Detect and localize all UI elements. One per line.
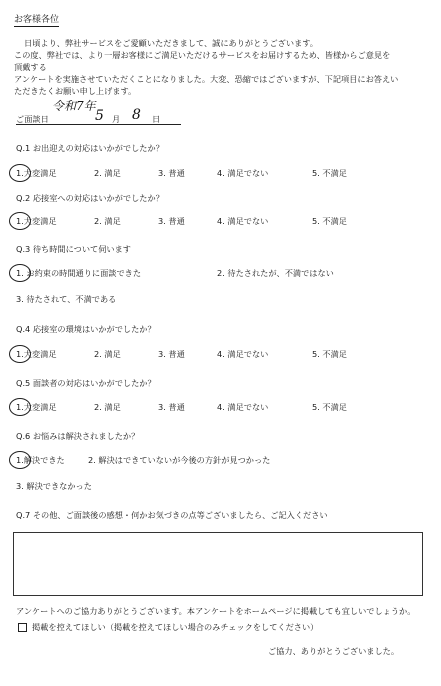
handwritten-day: 8 [132,107,141,123]
q5-option-1[interactable]: 1.大変満足 [16,402,57,412]
date-underline [16,124,181,125]
comment-textarea[interactable] [13,532,423,596]
q2-option-4[interactable]: 4. 満足でない [217,216,269,226]
q3-question: Q.3 待ち時間について伺います [16,244,131,254]
q1-option-2[interactable]: 2. 満足 [94,168,121,178]
month-unit: 月 [112,114,121,124]
closing-message: ご協力、ありがとうございました。 [268,646,400,656]
q1-option-1[interactable]: 1.大変満足 [16,168,57,178]
q4-question: Q.4 応接室の環境はいかがでしたか？ [16,324,156,334]
q3-option-3[interactable]: 3. 待たされて、不満である [16,294,117,304]
intro-line-4: アンケートを実施させていただくことになりました。大変、恐縮ではございますが、下記項目にお答えい [14,74,399,84]
q3-option-1[interactable]: 1. お約束の時間通りに面談できた [16,268,142,278]
q1-option-4[interactable]: 4. 満足でない [217,168,269,178]
no-publish-checkbox[interactable] [18,623,27,632]
q6-option-1[interactable]: 1.解決できた [16,455,65,465]
intro-line-2: この度、弊社では、より一層お客様にご満足いただけるサービスをお届けするため、皆様からご意見を [14,50,391,60]
q2-option-3[interactable]: 3. 普通 [158,216,185,226]
q2-question: Q.2 応接室への対応はいかがでしたか？ [16,193,164,203]
q6-option-2[interactable]: 2. 解決はできていないが今後の方針が見つかった [88,455,271,465]
q2-option-5[interactable]: 5. 不満足 [312,216,347,226]
q4-option-1[interactable]: 1.大変満足 [16,349,57,359]
q3-option-2[interactable]: 2. 待たされたが、不満ではない [217,268,334,278]
day-unit: 日 [152,114,161,124]
q5-option-3[interactable]: 3. 普通 [158,402,185,412]
footer-thanks: アンケートへのご協力ありがとうございます。本アンケートをホームページに掲載しても宜しいでしょうか。 [16,606,416,616]
q1-question: Q.1 お出迎えの対応はいかがでしたか？ [16,143,164,153]
q2-option-2[interactable]: 2. 満足 [94,216,121,226]
q2-option-1[interactable]: 1.大変満足 [16,216,57,226]
q4-option-3[interactable]: 3. 普通 [158,349,185,359]
handwritten-month: 5 [95,108,104,124]
q1-option-3[interactable]: 3. 普通 [158,168,185,178]
q5-option-2[interactable]: 2. 満足 [94,402,121,412]
q5-option-4[interactable]: 4. 満足でない [217,402,269,412]
date-label: ご面談日 [16,114,49,124]
q1-option-5[interactable]: 5. 不満足 [312,168,347,178]
q6-option-3[interactable]: 3. 解決できなかった [16,481,92,491]
handwritten-era: 令和7年 [52,99,96,113]
intro-line-3: 頂戴する [14,62,47,72]
q4-option-5[interactable]: 5. 不満足 [312,349,347,359]
checkbox-label: 掲載を控えてほしい（掲載を控えてほしい場合のみチェックをしてください） [32,622,319,632]
q5-option-5[interactable]: 5. 不満足 [312,402,347,412]
q6-question: Q.6 お悩みは解決されましたか？ [16,431,140,441]
intro-line-5: ただきたくお願い申し上げます。 [14,86,137,96]
q4-option-2[interactable]: 2. 満足 [94,349,121,359]
document-title: お客様各位 [14,12,59,27]
q7-question: Q.7 その他、ご面談後の感想・何かお気づきの点等ございましたら、ご記入ください [16,510,328,520]
intro-line-1: 日頃より、弊社サービスをご愛顧いただきまして、誠にありがとうございます。 [24,38,318,48]
q5-question: Q.5 面談者の対応はいかがでしたか？ [16,378,156,388]
q4-option-4[interactable]: 4. 満足でない [217,349,269,359]
